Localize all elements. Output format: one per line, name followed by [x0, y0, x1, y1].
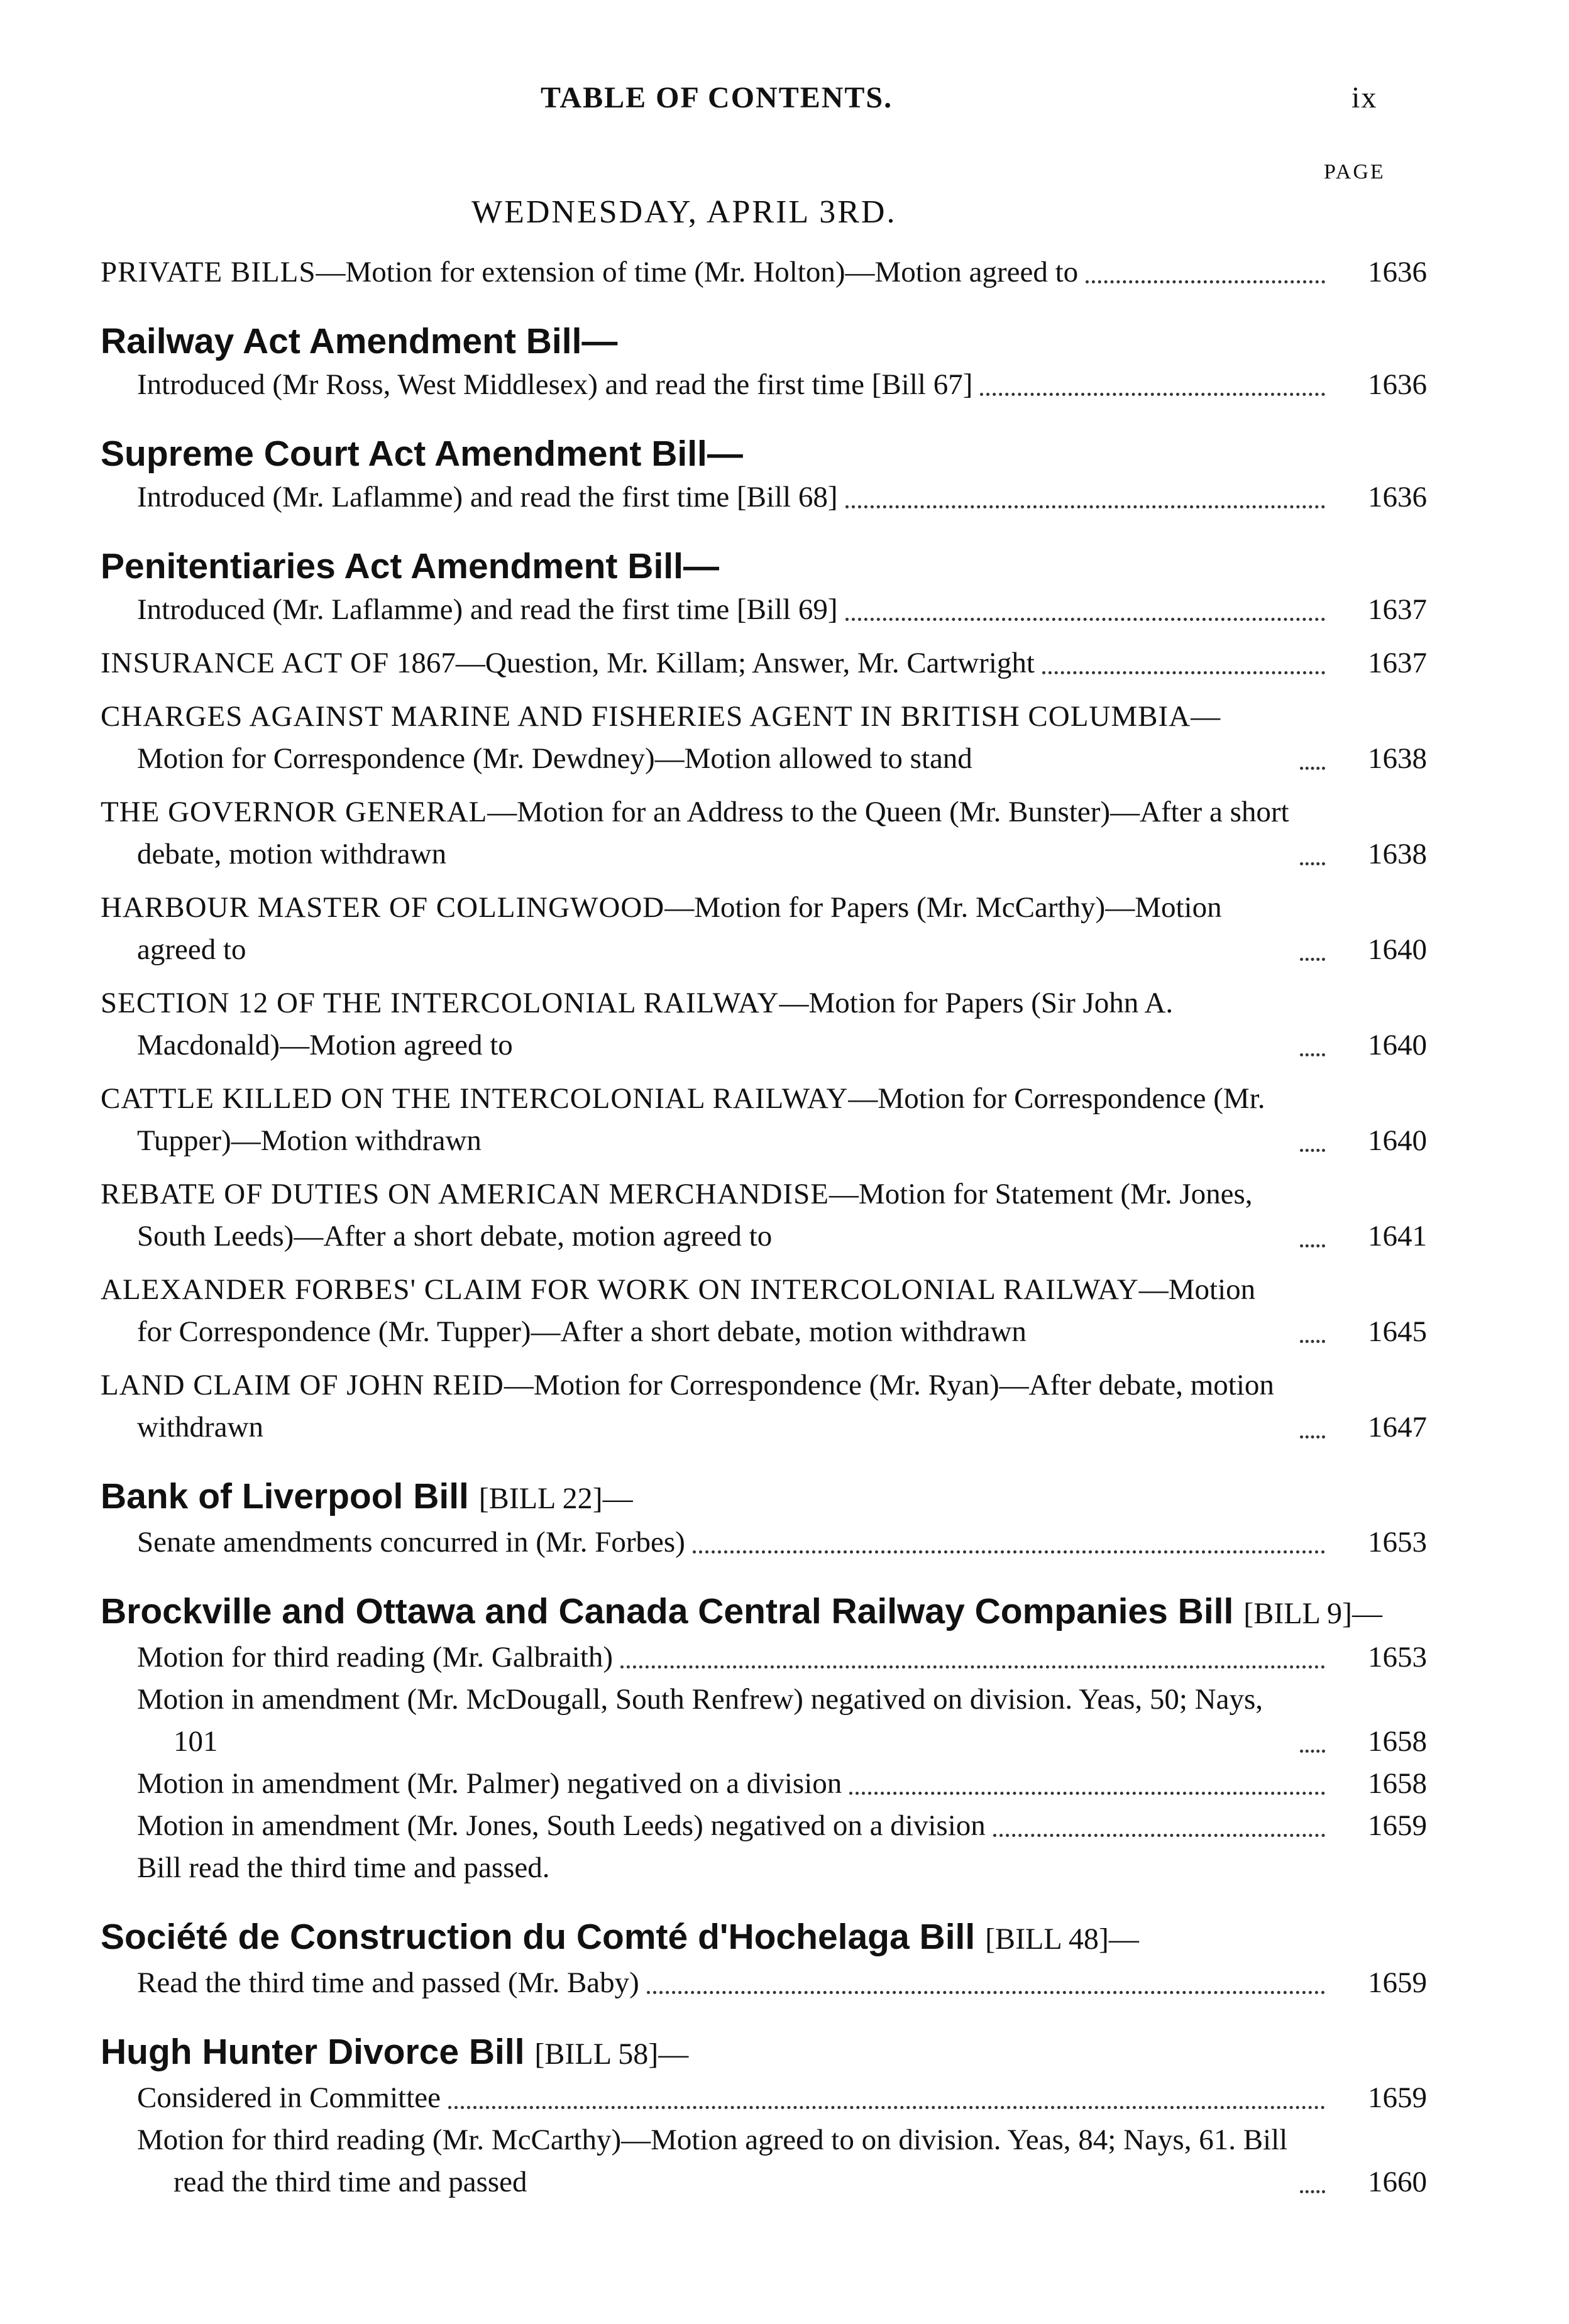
bill-heading: Hugh Hunter Divorce Bill [BILL 58]—: [101, 2032, 689, 2072]
page-number: 1640: [1368, 933, 1427, 966]
bill-number: [BILL 58]—: [534, 2037, 689, 2071]
page-number: 1636: [1368, 481, 1427, 513]
page-number: 1637: [1368, 647, 1427, 679]
page-column-label: PAGE: [1324, 160, 1385, 184]
toc-entry: Motion in amendment (Mr. Palmer) negatived on a division 1658: [101, 1763, 1427, 1805]
page-number: 1658: [1368, 1725, 1427, 1758]
bill-number: [BILL 22]—: [478, 1482, 633, 1515]
running-head: [0, 80, 1569, 118]
page-number: 1638: [1368, 742, 1427, 775]
page-number: 1660: [1368, 2166, 1427, 2198]
day-heading: WEDNESDAY, APRIL 3RD.: [471, 194, 897, 230]
toc-entry: SECTION 12 OF THE INTERCOLONIAL RAILWAY—Motion for Papers (Sir John A. Macdonald)—Motion agreed to 1640: [101, 982, 1427, 1066]
bill-number: [BILL 9]—: [1243, 1597, 1383, 1630]
page-number: 1647: [1368, 1411, 1427, 1444]
page-title: TABLE OF CONTENTS.: [541, 81, 893, 114]
page-number: 1641: [1368, 1220, 1427, 1252]
toc-entry: Introduced (Mr. Laflamme) and read the first time [Bill 68] 1636: [101, 476, 1427, 518]
page-number: 1640: [1368, 1029, 1427, 1061]
toc-entry: THE GOVERNOR GENERAL—Motion for an Address to the Queen (Mr. Bunster)—After a short debate, motion withdrawn 1638: [101, 791, 1427, 875]
page-number: 1653: [1368, 1641, 1427, 1674]
page-number: 1637: [1368, 593, 1427, 626]
bill-heading: Railway Act Amendment Bill—: [101, 321, 618, 361]
page-number: 1659: [1368, 1809, 1427, 1842]
page-number: 1653: [1368, 1526, 1427, 1559]
toc-entry: Introduced (Mr Ross, West Middlesex) and read the first time [Bill 67] 1636: [101, 364, 1427, 406]
page-number: 1658: [1368, 1767, 1427, 1800]
toc-entry: INSURANCE ACT OF 1867—Question, Mr. Killam; Answer, Mr. Cartwright 1637: [101, 642, 1427, 684]
toc-entry: Bill read the third time and passed.: [137, 1851, 550, 1884]
page-number: 1645: [1368, 1315, 1427, 1348]
toc-entry: PRIVATE BILLS—Motion for extension of time (Mr. Holton)—Motion agreed to 1636: [101, 251, 1427, 293]
toc-entry: HARBOUR MASTER OF COLLINGWOOD—Motion for Papers (Mr. McCarthy)—Motion agreed to 1640: [101, 887, 1427, 971]
toc-entry: Senate amendments concurred in (Mr. Forbes) 1653: [101, 1521, 1427, 1564]
toc-entry: REBATE OF DUTIES ON AMERICAN MERCHANDISE—Motion for Statement (Mr. Jones, South Leeds)—After a short debate, motion agreed to 1641: [101, 1173, 1427, 1258]
toc-entry: CHARGES AGAINST MARINE AND FISHERIES AGENT IN BRITISH COLUMBIA—Motion for Correspondence (Mr. Dewdney)—Motion allowed to stand 1638: [101, 696, 1427, 780]
page-number: 1640: [1368, 1124, 1427, 1157]
page-number: 1636: [1368, 256, 1427, 288]
bill-number: [BILL 48]—: [985, 1922, 1139, 1956]
page-number: 1636: [1368, 368, 1427, 401]
table-of-contents: [101, 251, 1427, 2203]
toc-entry: CATTLE KILLED ON THE INTERCOLONIAL RAILWAY—Motion for Correspondence (Mr. Tupper)—Motion withdrawn 1640: [101, 1078, 1427, 1162]
toc-entry: LAND CLAIM OF JOHN REID—Motion for Correspondence (Mr. Ryan)—After debate, motion withdrawn 1647: [101, 1364, 1427, 1449]
bill-heading: Bank of Liverpool Bill [BILL 22]—: [101, 1476, 633, 1516]
page-number: 1638: [1368, 838, 1427, 870]
toc-entry: Read the third time and passed (Mr. Baby) 1659: [101, 1962, 1427, 2004]
page-number: 1659: [1368, 2081, 1427, 2114]
toc-entry: Motion for third reading (Mr. McCarthy)—Motion agreed to on division. Yeas, 84; Nays, 61. Bill read the third time and passed 1660: [101, 2119, 1427, 2203]
bill-heading: Supreme Court Act Amendment Bill—: [101, 434, 743, 474]
toc-entry: Considered in Committee 1659: [101, 2077, 1427, 2119]
bill-heading: Société de Construction du Comté d'Hochelaga Bill [BILL 48]—: [101, 1917, 1139, 1957]
toc-entry: Introduced (Mr. Laflamme) and read the first time [Bill 69] 1637: [101, 589, 1427, 631]
page-folio: ix: [1352, 81, 1378, 114]
page-number: 1659: [1368, 1966, 1427, 1999]
toc-entry: Motion in amendment (Mr. Jones, South Leeds) negatived on a division 1659: [101, 1805, 1427, 1847]
toc-entry: Motion in amendment (Mr. McDougall, South Renfrew) negatived on division. Yeas, 50; Nays, 101 1658: [101, 1679, 1427, 1763]
toc-entry: Motion for third reading (Mr. Galbraith) 1653: [101, 1636, 1427, 1679]
bill-heading: Penitentiaries Act Amendment Bill—: [101, 546, 719, 586]
toc-entry: ALEXANDER FORBES' CLAIM FOR WORK ON INTERCOLONIAL RAILWAY—Motion for Correspondence (Mr. Tupper)—After a short debate, motion withdrawn 1645: [101, 1269, 1427, 1353]
bill-heading: Brockville and Ottawa and Canada Central Railway Companies Bill [BILL 9]—: [101, 1591, 1383, 1631]
